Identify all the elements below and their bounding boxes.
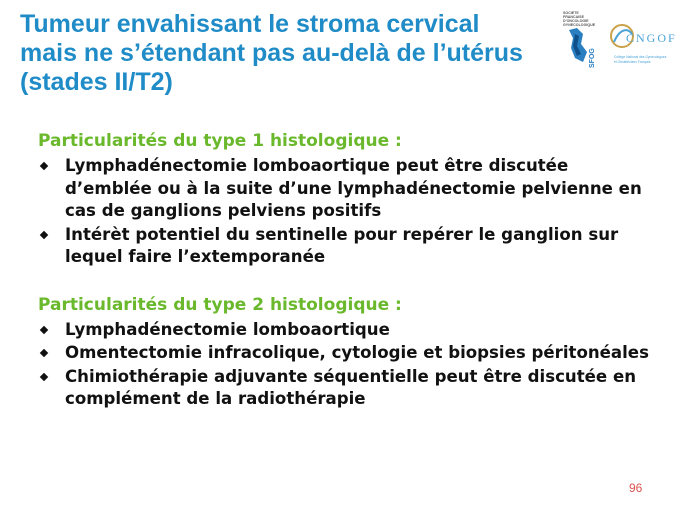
svg-text:SOCIETE: SOCIETE — [563, 11, 579, 15]
bullet-item — [38, 342, 668, 365]
diamond-bullet-icon — [40, 230, 48, 238]
title-line: mais ne s’étendant pas au-delà de l’utérus — [20, 39, 523, 67]
section-heading-type1: Particularités du type 1 histologique : — [38, 131, 402, 151]
sfog-logo — [561, 8, 603, 70]
cngof-logo — [608, 22, 684, 68]
bullet-line: Chimiothérapie adjuvante séquentielle peut être discutée en — [65, 366, 637, 386]
bullet-line: d’emblée ou à la suite d’une lymphadénectomie pelvienne en — [65, 178, 642, 198]
slide-content — [38, 130, 668, 412]
bullet-line: complément de la radiothérapie — [65, 389, 366, 408]
page-number: 96 — [629, 481, 643, 495]
section-heading-type2: Particularités du type 2 histologique : — [38, 294, 402, 315]
bullet-item — [38, 155, 668, 223]
svg-text:Collège National des Gynécolog: Collège National des Gynécologues — [614, 55, 667, 59]
bullet-list-type2 — [38, 319, 668, 411]
bullet-item — [38, 224, 668, 269]
diamond-bullet-icon — [40, 349, 48, 357]
svg-text:GYNECOLOGIQUE: GYNECOLOGIQUE — [563, 23, 596, 27]
bullet-line: Omentectomie infracolique, cytologie et biopsies péritonéales — [65, 343, 649, 362]
slide-title — [20, 10, 560, 97]
section-spacer — [38, 270, 668, 294]
diamond-bullet-icon — [40, 325, 48, 333]
diamond-bullet-icon — [40, 162, 48, 170]
title-line: (stades II/T2) — [20, 68, 173, 96]
bullet-list-type1 — [38, 155, 668, 269]
svg-text:D’ONCOLOGIE: D’ONCOLOGIE — [563, 19, 589, 23]
bullet-line: Lymphadénectomie lomboaortique — [65, 319, 390, 339]
bullet-line: Lymphadénectomie lomboaortique peut être discutée — [65, 156, 569, 175]
bullet-line: cas de ganglions pelviens positifs — [65, 201, 382, 220]
title-line: Tumeur envahissant le stroma cervical — [20, 10, 480, 38]
bullet-line: lequel faire l’extemporanée — [65, 247, 326, 266]
svg-text:FRANCAISE: FRANCAISE — [563, 15, 584, 19]
svg-text:CNGOF: CNGOF — [626, 31, 677, 45]
diamond-bullet-icon — [40, 372, 48, 380]
svg-text:SFOG: SFOG — [589, 48, 596, 68]
bullet-line: Intérèt potentiel du sentinelle pour repérer le ganglion sur — [65, 224, 619, 244]
svg-text:et Obstétriciens Français: et Obstétriciens Français — [614, 60, 651, 64]
bullet-item — [38, 366, 668, 411]
bullet-item — [38, 319, 668, 342]
